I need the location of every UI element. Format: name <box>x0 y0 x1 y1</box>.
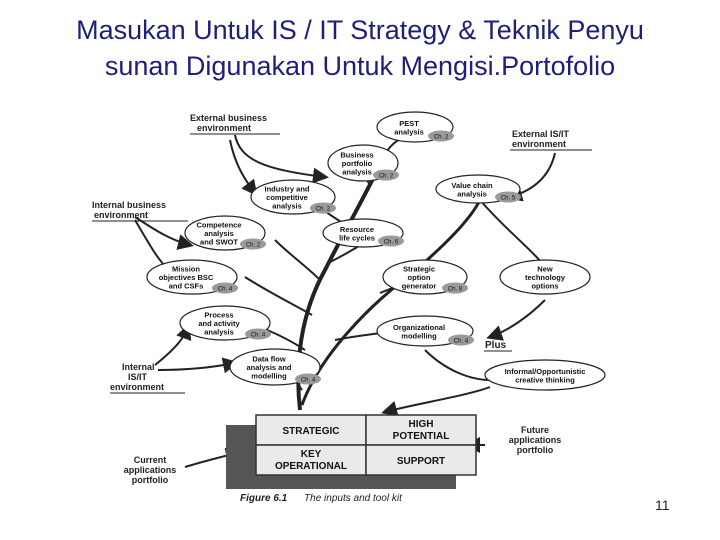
tool-label-line: generator <box>401 281 437 291</box>
tool-organizational-modelling <box>377 316 474 346</box>
tool-industry-competitive-analysis <box>251 180 336 214</box>
inputs-and-toolkit-diagram <box>80 105 610 510</box>
tool-nodes <box>147 112 605 390</box>
tool-label-line: and SWOT <box>200 237 238 247</box>
grid-potential-label: POTENTIAL <box>392 431 450 442</box>
arrow-external-business-2 <box>230 140 255 193</box>
chapter-badge-label: Ch. 5 <box>500 195 516 202</box>
tool-label-line: options <box>531 281 559 291</box>
tool-label-line: analysis <box>342 167 372 177</box>
tool-new-technology-options <box>500 260 590 294</box>
arrow-new-tech <box>490 300 545 337</box>
tool-label-line: Informal/Opportunistic <box>504 366 586 376</box>
branch-competence <box>275 240 320 280</box>
tool-label-line: analysis <box>204 229 234 238</box>
grid-key-label: KEY <box>300 449 322 460</box>
chapter-badge-label: Ch. 2 <box>433 134 449 141</box>
plus-label: Plus <box>485 340 507 351</box>
current-portfolio-label-2: applications <box>123 465 177 475</box>
external-business-label-1: External business <box>190 113 268 123</box>
tool-label-line: portfolio <box>341 159 373 168</box>
branch-informal <box>425 350 490 380</box>
tool-label-line: analysis <box>457 189 487 199</box>
future-portfolio-label-3: portfolio <box>516 445 554 455</box>
tool-competence-swot <box>185 216 266 250</box>
tool-business-portfolio-analysis <box>328 145 399 181</box>
chapter-badge-label: Ch. 2 <box>245 242 261 249</box>
internal-isit-label-3: environment <box>110 382 165 392</box>
internal-isit-label-1: Internal <box>122 362 155 372</box>
tool-label-line: life cycles <box>339 233 375 243</box>
tool-dataflow-analysis <box>230 349 321 385</box>
figure-caption-text: The inputs and tool kit <box>304 493 402 504</box>
tool-label-line: creative thinking <box>515 375 575 385</box>
arrow-external-business <box>235 135 325 177</box>
arrow-internal-isit-2 <box>158 363 235 370</box>
arrow-informal <box>385 387 490 412</box>
tool-label-line: Value chain <box>451 180 493 190</box>
current-portfolio-label-3: portfolio <box>131 475 169 485</box>
grid-support-label: SUPPORT <box>396 456 446 467</box>
chapter-badge-label: Ch. 4 <box>300 377 316 384</box>
tool-label-line: Strategic <box>402 264 436 274</box>
tool-label-line: Industry and <box>264 184 310 194</box>
internal-business-label-2: environment <box>94 210 149 220</box>
chapter-badge-label: Ch. 4 <box>250 332 266 339</box>
tool-label-line: Organizational <box>392 322 446 332</box>
grid-operational-label: OPERATIONAL <box>274 461 348 472</box>
tool-strategic-option-generator <box>383 260 468 294</box>
branch-mission <box>245 277 312 315</box>
future-portfolio-label-1: Future <box>521 425 549 435</box>
tool-process-activity-analysis <box>180 306 271 340</box>
tool-label-line: Business <box>340 150 374 160</box>
tool-resource-life-cycles <box>323 219 404 247</box>
tool-value-chain-analysis <box>436 175 521 203</box>
tool-label-line: Process <box>204 310 234 320</box>
tool-label-line: and activity <box>198 319 240 328</box>
tool-label-line: analysis <box>394 127 424 137</box>
chapter-badge-label: Ch. 4 <box>217 286 233 293</box>
chapter-badge-label: Ch. 6 <box>383 239 399 246</box>
internal-business-label-1: Internal business <box>92 200 167 210</box>
grid-strategic-label: STRATEGIC <box>282 426 340 437</box>
current-portfolio-label-1: Current <box>133 455 167 465</box>
tool-label-line: analysis and <box>246 363 292 372</box>
tool-label-line: analysis <box>204 327 234 337</box>
portfolio-grid <box>226 415 476 489</box>
tool-label-line: competitive <box>266 193 308 202</box>
tool-label-line: option <box>407 273 431 282</box>
external-isit-label-2: environment <box>512 139 567 149</box>
tool-mission-objectives <box>147 260 238 294</box>
tool-label-line: Data flow <box>252 354 286 364</box>
external-isit-label-1: External IS/IT <box>512 129 570 139</box>
grid-high-label: HIGH <box>408 419 434 430</box>
tool-label-line: analysis <box>272 201 302 211</box>
internal-isit-label-2: IS/IT <box>128 372 148 382</box>
slide-title-line-1: Masukan Untuk IS / IT Strategy & Teknik Penyu <box>76 15 644 45</box>
chapter-badge-label: Ch. 2 <box>315 206 331 213</box>
tool-label-line: Mission <box>172 264 200 274</box>
tool-label-line: modelling <box>401 331 437 341</box>
tool-label-line: PEST <box>399 118 419 128</box>
tool-label-line: Resource <box>339 224 375 234</box>
slide-title-line-2: sunan Digunakan Untuk Mengisi.Portofolio <box>104 51 616 81</box>
tool-label-line: objectives BSC <box>158 273 214 282</box>
tool-label-line: Competence <box>196 220 242 230</box>
tool-pest-analysis <box>377 112 454 142</box>
chapter-badge-label: Ch. 2 <box>378 173 394 180</box>
tool-informal-creative-thinking <box>485 360 605 390</box>
tool-label-line: modelling <box>251 371 287 381</box>
external-business-label-2: environment <box>197 123 252 133</box>
tool-label-line: New <box>537 264 553 274</box>
slide-title <box>0 12 720 84</box>
figure-caption <box>240 493 403 504</box>
slide-number: 11 <box>655 497 670 513</box>
chapter-badge-label: Ch. 4 <box>453 338 469 345</box>
tool-label-line: and CSFs <box>168 281 204 291</box>
chapter-badge-label: Ch. 8 <box>447 286 463 293</box>
future-portfolio-label-2: applications <box>508 435 562 445</box>
arrow-internal-isit <box>155 327 188 365</box>
figure-caption-number: Figure 6.1 <box>240 493 288 504</box>
tool-label-line: technology <box>524 273 566 282</box>
